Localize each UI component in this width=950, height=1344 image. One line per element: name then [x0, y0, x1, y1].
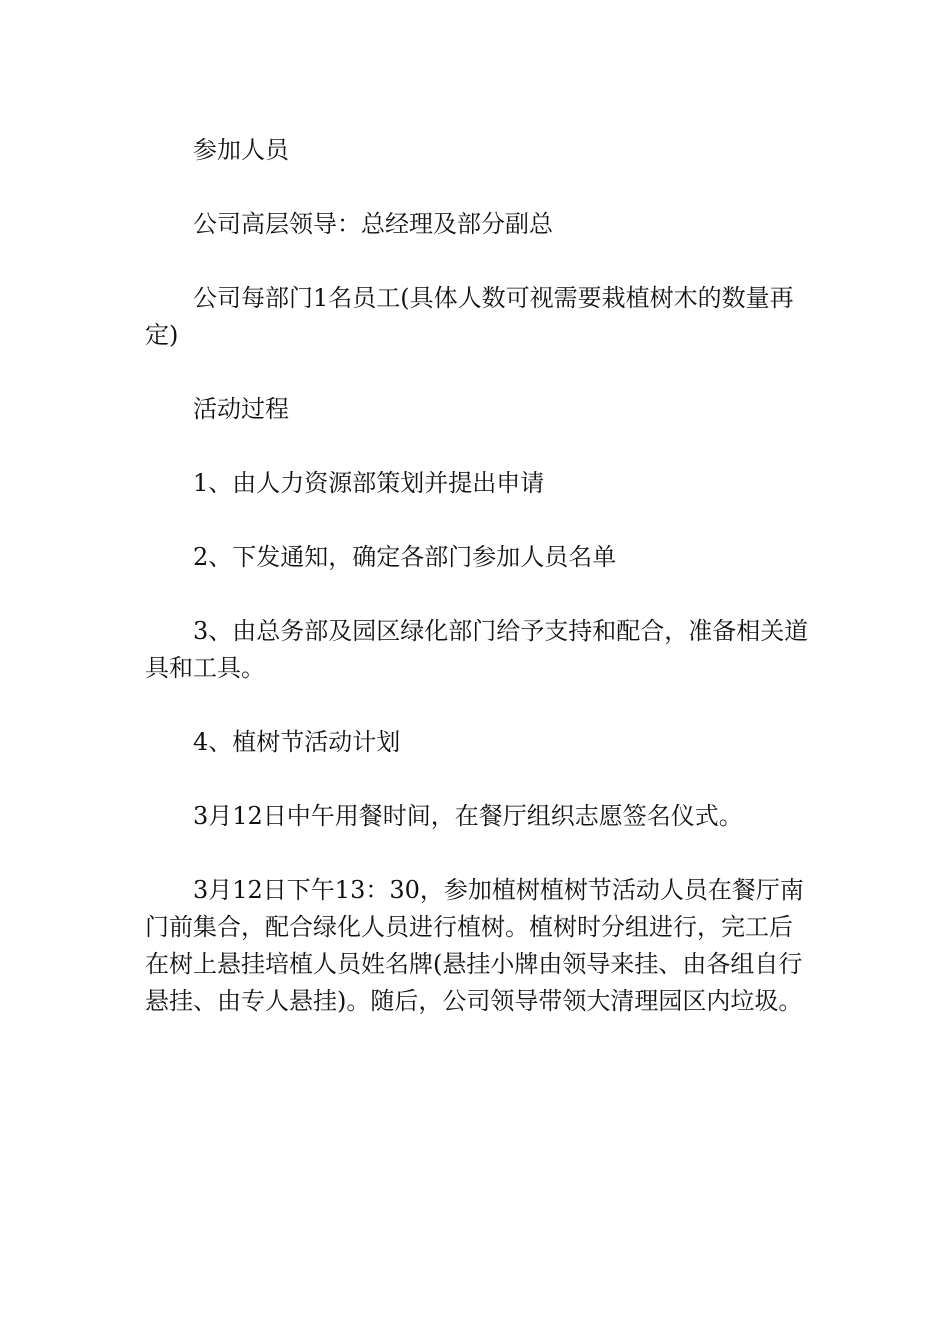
paragraph-planting-schedule: 3月12日下午13：30，参加植树植树节活动人员在餐厅南门前集合，配合绿化人员进行植树。植树时分组进行，完工后在树上悬挂培植人员姓名牌(悬挂小牌由领导来挂、由各组自行悬挂、由专人悬挂)。随后，公司领导带领大清理园区内垃圾。 — [145, 876, 804, 1015]
section-heading-participants: 参加人员 — [193, 136, 289, 164]
list-item-step-1: 1、由人力资源部策划并提出申请 — [193, 469, 545, 497]
paragraph-department-staff: 公司每部门1名员工(具体人数可视需要栽植树木的数量再定) — [145, 284, 794, 349]
list-item-step-2: 2、下发通知，确定各部门参加人员名单 — [193, 543, 617, 571]
paragraph-signing-ceremony: 3月12日中午用餐时间，在餐厅组织志愿签名仪式。 — [193, 802, 743, 830]
list-item-step-3: 3、由总务部及园区绿化部门给予支持和配合，准备相关道具和工具。 — [145, 617, 809, 682]
paragraph-senior-leaders: 公司高层领导：总经理及部分副总 — [193, 210, 553, 238]
document-body — [145, 132, 810, 1057]
list-item-step-4: 4、植树节活动计划 — [193, 728, 401, 756]
section-heading-process: 活动过程 — [193, 395, 289, 423]
